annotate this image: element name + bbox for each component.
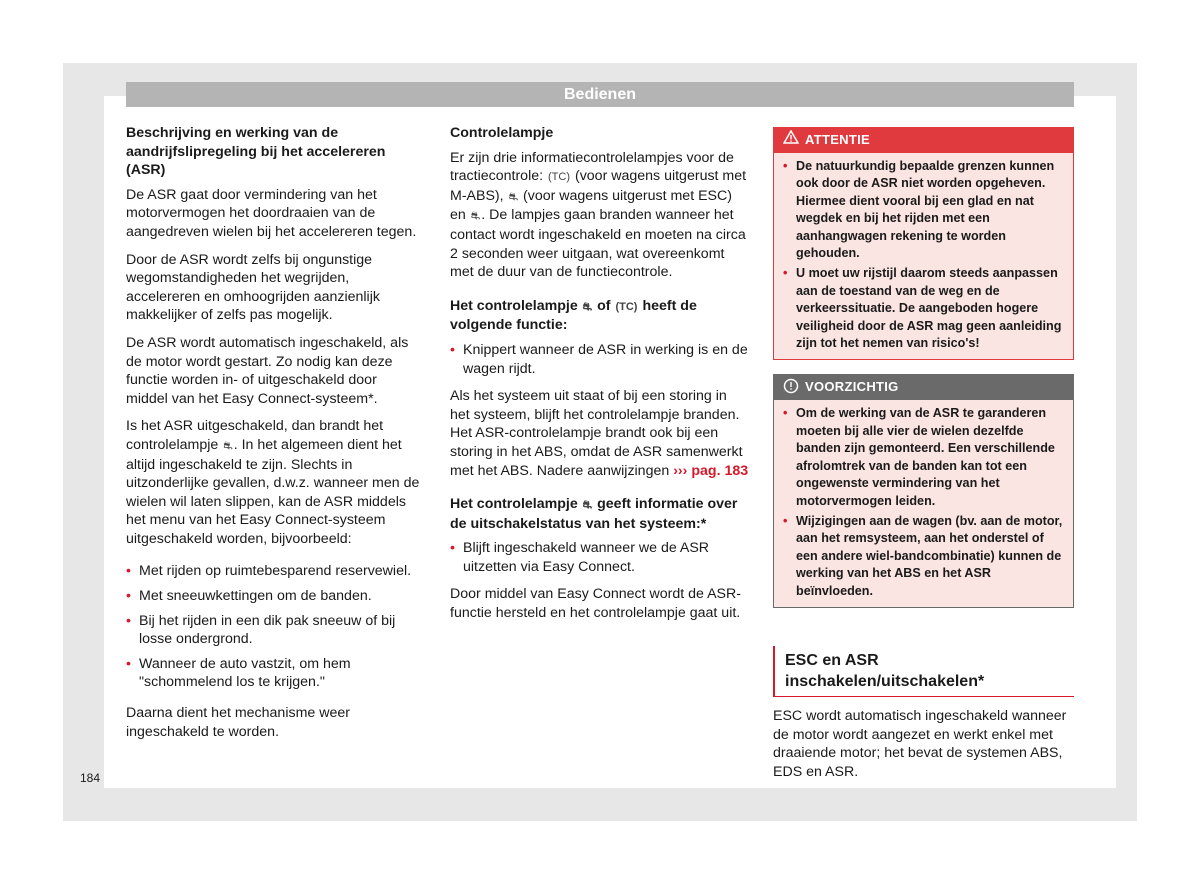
heading-text: Het controlelampje — [450, 297, 578, 314]
status-heading — [450, 495, 750, 533]
paragraph-text: (voor wagens uitgerust met M-ABS), — [450, 168, 747, 204]
list-item: • De natuurkundig bepaalde grenzen kunnen ook door de ASR niet worden opgeheven. Hiermee dient vooral bij een glad en nat wegdek en bij het rijden met een aanhangwagen rekening te worden gehouden. — [783, 158, 1064, 262]
list-item: • Wanneer de auto vastzit, om hem "schommelend los te krijgen." — [126, 655, 422, 692]
link-arrows: ››› — [673, 462, 688, 479]
controlelampje-heading: Controlelampje — [450, 125, 554, 141]
asr-off-warning-icon: ⛐ — [470, 210, 481, 223]
asr-off-warning-icon: ⛐ — [223, 439, 233, 452]
caution-body — [773, 400, 1074, 607]
column-middle — [450, 124, 750, 632]
list-item: • U moet uw rijstijl daarom steeds aanpassen aan de toestand van de weg en de verkeerssituatie. De aangeboden hogere veiligheid door de ASR mag geen aanleiding zijn tot het nemen van risico's! — [783, 265, 1064, 352]
attention-box — [773, 127, 1074, 360]
paragraph: De ASR wordt automatisch ingeschakeld, als de motor wordt gestart. Zo nodig kan deze functie worden in- of uitgeschakeld door middel van het Easy Connect-systeem*. — [126, 334, 409, 407]
paragraph-text: Is het ASR uitgeschakeld, dan brandt het controlelampje — [126, 418, 384, 453]
list-item: • Met rijden op ruimtebesparend reservewiel. — [126, 562, 422, 581]
paragraph-text: Er zijn drie informatiecontrolelampjes voor de tractiecontrole: — [450, 149, 734, 185]
heading-text: heeft de volgende functie: — [450, 297, 697, 334]
section-title: ESC en ASR inschakelen/uitschakelen* — [773, 646, 1074, 697]
esc-skid-icon: ⛐ — [582, 300, 593, 313]
attention-title: ATTENTIE — [805, 132, 870, 147]
chapter-header: Bedienen — [126, 82, 1074, 107]
paragraph-text: . In het algemeen dient het altijd ingeschakeld te zijn. Slechts in uitzonderlijke gevallen, d.w.z. wanneer men de wielen wil laten slippen, kan de ASR middels het menu van het Easy Connect-systeem uitgeschakeld worden, bijvoorbeeld: — [126, 436, 420, 547]
function-heading — [450, 297, 750, 335]
paragraph-text: (voor wagens uitgerust met ESC) en — [450, 187, 732, 224]
paragraph-text: Als het systeem uit staat of bij een storing in het systeem, blijft het controlelampje branden. Het ASR-controlelampje brandt ook bij een storing in het ABS, omdat de ASR samenwerkt met het ABS. Nadere aanwijzingen — [450, 388, 743, 479]
heading-text: of — [597, 297, 611, 314]
heading-text: geeft informatie over de uitschakelstatus van het systeem:* — [450, 496, 738, 532]
column-left — [126, 124, 422, 750]
column-right — [773, 127, 1074, 790]
attention-body — [773, 153, 1074, 360]
page-reference-link[interactable] — [673, 463, 748, 479]
esc-skid-icon: ⛐ — [508, 190, 519, 203]
list-item: • Om de werking van de ASR te garanderen moeten bij alle vier de wielen dezelfde banden zijn gemonteerd. Een verschillende afrolomtrek van de banden kan tot een ongewenste vermindering van het motorvermogen leiden. — [783, 405, 1064, 509]
list-item: • Met sneeuwkettingen om de banden. — [126, 587, 422, 606]
paragraph: Daarna dient het mechanisme weer ingeschakeld te worden. — [126, 705, 350, 740]
paragraph — [126, 417, 422, 548]
tc-warning-icon: (TC) — [615, 300, 638, 313]
paragraph: ESC wordt automatisch ingeschakeld wanneer de motor wordt aangezet en werkt enkel met draaiende motor; het bevat de systemen ABS, EDS en ASR. — [773, 707, 1067, 780]
list-item: • Wijzigingen aan de wagen (bv. aan de motor, aan het remsysteem, aan het onderstel of een andere wiel-bandcombinatie) kunnen de werking van het ABS en het ASR beïnvloeden. — [783, 513, 1064, 600]
paragraph: De ASR gaat door vermindering van het motorvermogen het doordraaien van de aangedreven wielen bij het accelereren tegen. — [126, 186, 417, 240]
warning-triangle-icon — [783, 127, 799, 153]
paragraph — [450, 149, 750, 282]
link-label: pag. 183 — [691, 462, 749, 479]
list-item: • Bij het rijden in een dik pak sneeuw of bij losse ondergrond. — [126, 612, 422, 649]
asr-heading: Beschrijving en werking van de aandrijfslipregeling bij het accelereren (ASR) — [126, 125, 386, 179]
attention-header — [773, 127, 1074, 153]
list-item: • Knippert wanneer de ASR in werking is en de wagen rijdt. — [450, 341, 750, 378]
caution-title: VOORZICHTIG — [805, 379, 899, 395]
caution-header — [773, 374, 1074, 400]
heading-text: Het controlelampje — [450, 496, 578, 513]
paragraph-text: . De lampjes gaan branden wanneer het contact wordt ingeschakeld en moeten na circa 2 seconden weer uitgaan, wat overeenkomt met de duur van de functiecontrole. — [450, 207, 746, 281]
asr-off-warning-icon: ⛐ — [582, 499, 593, 512]
info-circle-icon — [783, 374, 799, 400]
paragraph: Door middel van Easy Connect wordt de ASR-functie hersteld en het controlelampje gaat uit. — [450, 586, 741, 622]
caution-box — [773, 374, 1074, 607]
page-number: 184 — [80, 771, 101, 785]
paragraph: Door de ASR wordt zelfs bij ongunstige wegomstandigheden het wegrijden, accelereren en omhoogrijden aanzienlijk makkelijker of zelfs pas mogelijk. — [126, 251, 380, 324]
tc-warning-icon: (TC) — [548, 171, 571, 184]
list-item: • Blijft ingeschakeld wanneer we de ASR uitzetten via Easy Connect. — [450, 539, 750, 576]
paragraph — [450, 387, 750, 480]
